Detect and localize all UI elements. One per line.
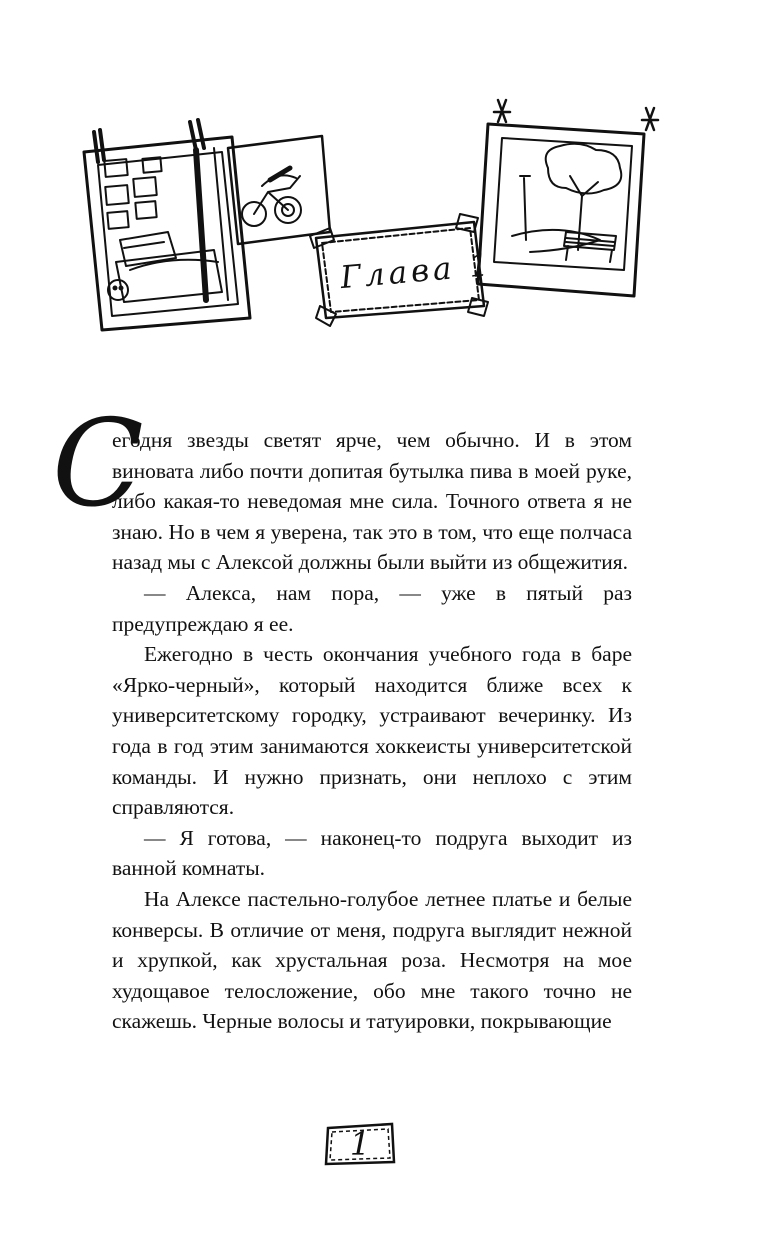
page-number: 1	[349, 1125, 371, 1163]
page-number-frame	[322, 1120, 398, 1168]
paragraph: На Алексе пастельно-голубое летнее платье и белые конверсы. В отличие от меня, подруга выглядит нежной и хрупкой, как хрустальная роза. Несмотря на мое худощавое телосложение, обо мне такого точно не скажешь. Черные волосы и татуировки, покрывающие	[112, 886, 632, 1034]
chapter-body	[112, 425, 632, 1037]
motorcycle-photo	[228, 136, 330, 244]
chapter-header-illustration	[0, 0, 768, 360]
paragraph: Ежегодно в честь окончания учебного года в баре «Ярко-черный», который находится ближе всех к университетскому городку, устраивают вечеринку. Из года в год этим занимаются хоккеисты университетской команды. И нужно признать, они неплохо с этим справляются.	[112, 642, 632, 820]
bedroom-photo	[84, 137, 250, 330]
park-photo	[478, 124, 644, 296]
chapter-title: Глава 1	[338, 246, 495, 297]
paragraph: — Я готова, — наконец-то подруга выходит из ванной комнаты.	[112, 825, 632, 881]
paragraph: — Алекса, нам пора, — уже в пятый раз предупреждаю я ее.	[112, 580, 632, 636]
drop-cap-letter: С	[52, 395, 144, 534]
paragraph: егодня звезды светят ярче, чем обычно. И в этом виновата либо почти допитая бутылка пива в моей руке, либо какая-то неведомая мне сила. Точного ответа я не знаю. Но в чем я уверена, так это в том, что еще полчаса назад мы с Алексой должны были выйти из общежития.	[112, 428, 632, 575]
